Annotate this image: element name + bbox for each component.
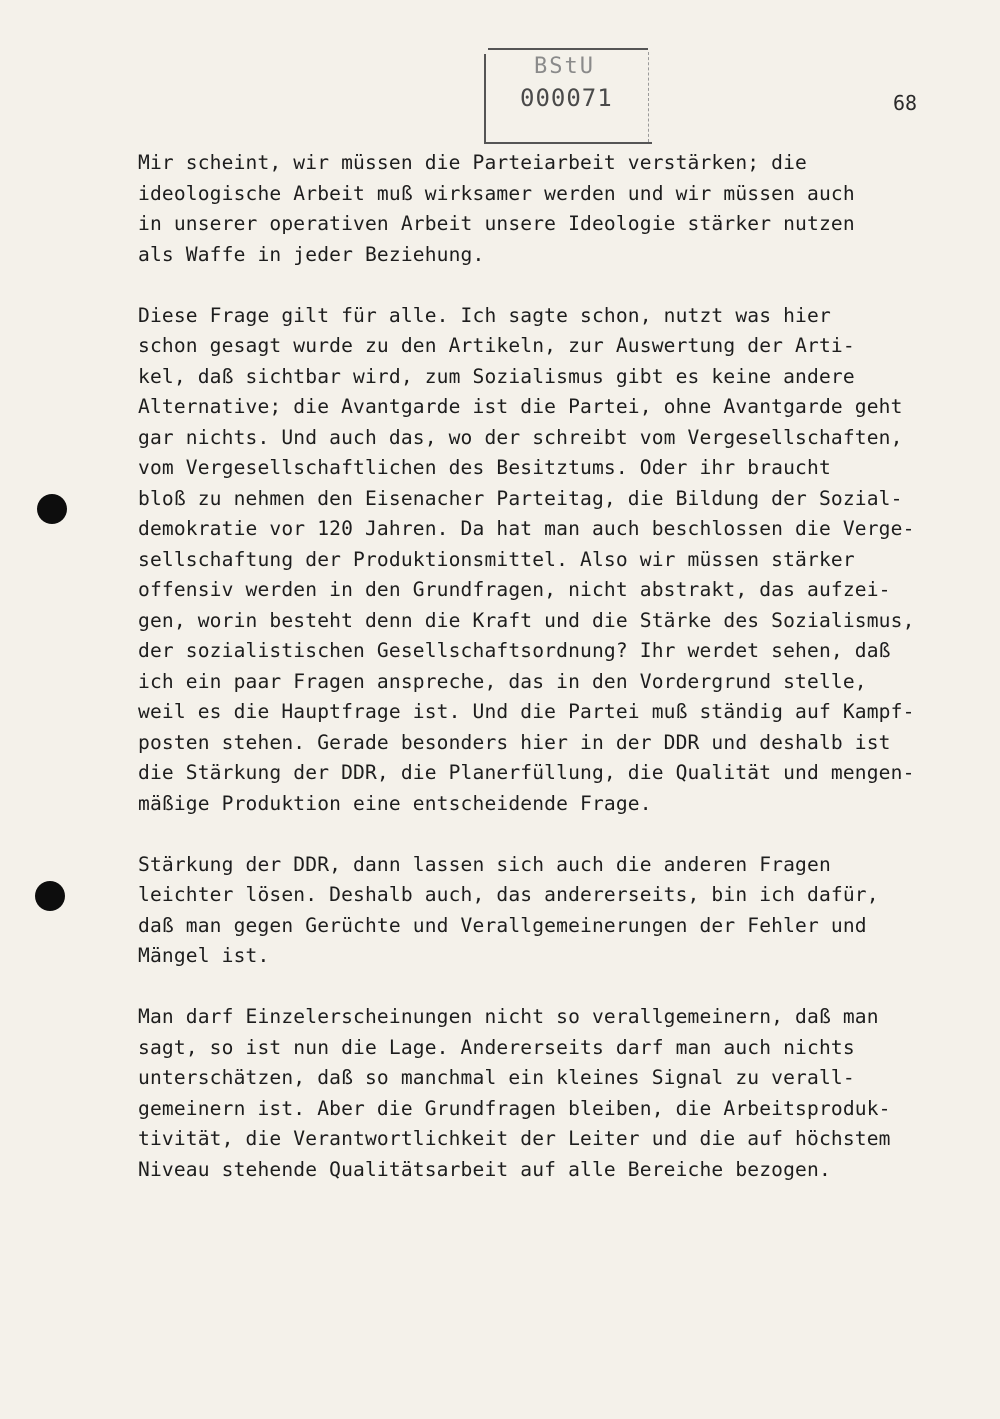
text-line: kel, daß sichtbar wird, zum Sozialismus gibt es keine andere xyxy=(138,364,855,388)
punch-hole-icon xyxy=(35,881,65,911)
body-text xyxy=(138,148,938,1216)
text-line: bloß zu nehmen den Eisenacher Parteitag, die Bildung der Sozial- xyxy=(138,486,903,510)
text-line: als Waffe in jeder Beziehung. xyxy=(138,242,485,266)
paragraph xyxy=(138,301,938,820)
page-number: 68 xyxy=(893,91,918,115)
stamp-frame-bottom xyxy=(484,142,652,144)
text-line: tivität, die Verantwortlichkeit der Leiter und die auf höchstem xyxy=(138,1127,891,1150)
stamp-number: 000071 xyxy=(520,84,613,112)
text-line: Niveau stehende Qualitätsarbeit auf alle Bereiche bezogen. xyxy=(138,1157,831,1181)
archive-stamp xyxy=(484,48,648,146)
text-line: demokratie vor 120 Jahren. Da hat man auch beschlossen die Verge- xyxy=(138,517,915,540)
text-line: sellschaftung der Produktionsmittel. Also wir müssen stärker xyxy=(138,547,855,571)
text-line: leichter lösen. Deshalb auch, das andererseits, bin ich dafür, xyxy=(138,883,879,906)
text-line: gemeinern ist. Aber die Grundfragen bleiben, die Arbeitsproduk- xyxy=(138,1096,891,1120)
paragraph xyxy=(138,1002,938,1185)
text-line: die Stärkung der DDR, die Planerfüllung, die Qualität und mengen- xyxy=(138,761,915,784)
text-line: mäßige Produktion eine entscheidende Frage. xyxy=(138,791,652,815)
text-line: sagt, so ist nun die Lage. Andererseits darf man auch nichts xyxy=(138,1035,855,1059)
text-line: daß man gegen Gerüchte und Verallgemeinerungen der Fehler und xyxy=(138,913,867,937)
stamp-frame-top xyxy=(488,48,648,50)
paragraph xyxy=(138,148,938,270)
text-line: Stärkung der DDR, dann lassen sich auch die anderen Fragen xyxy=(138,852,831,876)
stamp-org: BStU xyxy=(534,54,595,79)
text-line: in unserer operativen Arbeit unsere Ideologie stärker nutzen xyxy=(138,212,855,235)
stamp-frame-left xyxy=(484,54,486,144)
text-line: weil es die Hauptfrage ist. Und die Partei muß ständig auf Kampf- xyxy=(138,700,915,723)
text-line: ideologische Arbeit muß wirksamer werden und wir müssen auch xyxy=(138,181,855,205)
text-line: Mir scheint, wir müssen die Parteiarbeit verstärken; die xyxy=(138,151,807,174)
text-line: der sozialistischen Gesellschaftsordnung? Ihr werdet sehen, daß xyxy=(138,639,891,662)
text-line: vom Vergesellschaftlichen des Besitztums. Oder ihr braucht xyxy=(138,456,831,479)
punch-hole-icon xyxy=(37,494,67,524)
text-line: schon gesagt wurde zu den Artikeln, zur Auswertung der Arti- xyxy=(138,334,855,357)
paragraph xyxy=(138,850,938,972)
text-line: posten stehen. Gerade besonders hier in der DDR und deshalb ist xyxy=(138,730,891,754)
text-line: Mängel ist. xyxy=(138,944,270,967)
text-line: Alternative; die Avantgarde ist die Partei, ohne Avantgarde geht xyxy=(138,395,903,418)
text-line: gen, worin besteht denn die Kraft und die Stärke des Sozialismus, xyxy=(138,608,915,632)
text-line: Man darf Einzelerscheinungen nicht so verallgemeinern, daß man xyxy=(138,1005,879,1028)
stamp-frame-right xyxy=(648,52,649,142)
text-line: ich ein paar Fragen anspreche, das in den Vordergrund stelle, xyxy=(138,669,867,693)
text-line: Diese Frage gilt für alle. Ich sagte schon, nutzt was hier xyxy=(138,303,831,327)
text-line: gar nichts. Und auch das, wo der schreibt vom Vergesellschaften, xyxy=(138,425,903,449)
text-line: unterschätzen, daß so manchmal ein kleines Signal zu verall- xyxy=(138,1066,855,1089)
text-line: offensiv werden in den Grundfragen, nicht abstrakt, das aufzei- xyxy=(138,578,891,601)
